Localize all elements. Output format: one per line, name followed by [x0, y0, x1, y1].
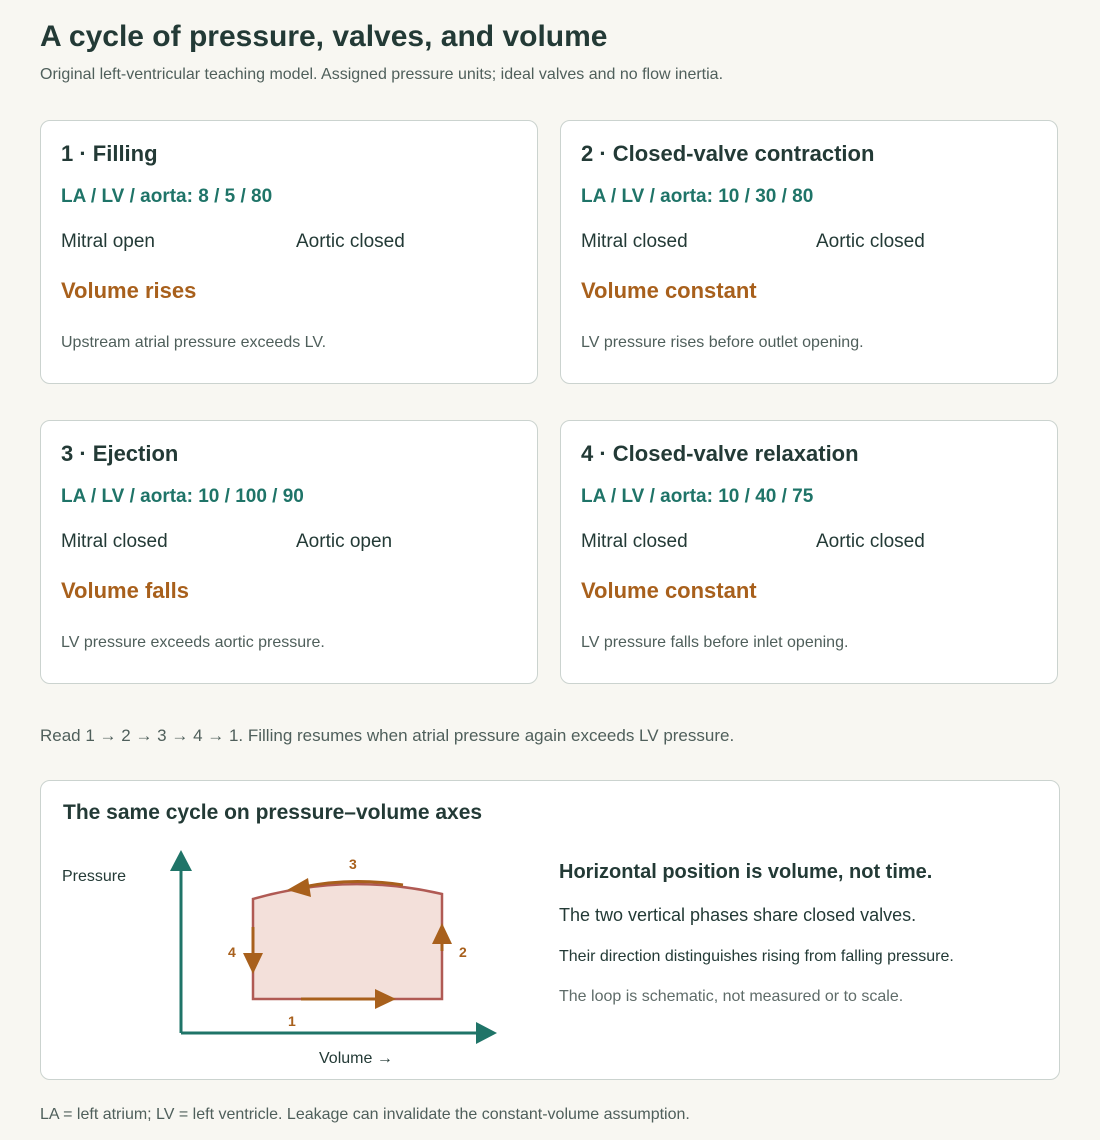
pv-loop-panel	[40, 780, 1060, 1080]
x-axis-arrowhead	[476, 1022, 497, 1044]
aortic-valve-state: Aortic open	[296, 531, 393, 552]
x-axis-label: Volume →	[319, 1050, 393, 1067]
volume-change: Volume rises	[61, 278, 197, 303]
page-subtitle: Original left-ventricular teaching model. Assigned pressure units; ideal valves and no flow inertia.	[40, 66, 724, 83]
pv-explanation-line-1: The two vertical phases share closed valves.	[559, 905, 917, 925]
mitral-valve-state: Mitral closed	[61, 531, 168, 552]
segment-label-1: 1	[288, 1013, 296, 1029]
volume-change: Volume falls	[61, 578, 189, 603]
phase-note: LV pressure falls before inlet opening.	[581, 634, 849, 651]
y-axis-label: Pressure	[62, 868, 127, 885]
phase-title: 3 · Ejection	[61, 441, 179, 466]
segment-label-2: 2	[459, 944, 467, 960]
phase-card-closed-valve-relaxation	[560, 420, 1058, 684]
pv-loop-diagram	[41, 781, 1061, 1081]
pv-explanation-line-3: The loop is schematic, not measured or to scale.	[559, 988, 904, 1005]
aortic-valve-state: Aortic closed	[816, 231, 925, 252]
pv-loop-area	[253, 884, 442, 999]
phase-note: LV pressure exceeds aortic pressure.	[61, 634, 325, 651]
y-axis-arrowhead	[170, 850, 192, 871]
pv-panel-title: The same cycle on pressure–volume axes	[63, 801, 483, 824]
phase-pressures: LA / LV / aorta: 8 / 5 / 80	[61, 186, 273, 207]
phase-card-ejection	[40, 420, 538, 684]
phase-title: 4 · Closed-valve relaxation	[581, 441, 859, 466]
phase-note: Upstream atrial pressure exceeds LV.	[61, 334, 327, 351]
aortic-valve-state: Aortic closed	[296, 231, 405, 252]
volume-change: Volume constant	[581, 278, 757, 303]
mitral-valve-state: Mitral closed	[581, 231, 688, 252]
pv-explanation-heading: Horizontal position is volume, not time.	[559, 861, 933, 883]
phase-card-filling	[40, 120, 538, 384]
page-title: A cycle of pressure, valves, and volume	[40, 20, 608, 53]
phase-pressures: LA / LV / aorta: 10 / 40 / 75	[581, 486, 814, 507]
aortic-valve-state: Aortic closed	[816, 531, 925, 552]
phase-pressures: LA / LV / aorta: 10 / 30 / 80	[581, 186, 814, 207]
pv-explanation-line-2: Their direction distinguishes rising from falling pressure.	[559, 948, 954, 965]
segment-label-4: 4	[228, 944, 236, 960]
phase-card-closed-valve-contraction	[560, 120, 1058, 384]
read-order-text: Read 1 → 2 → 3 → 4 → 1. Filling resumes when atrial pressure again exceeds LV pressure.	[40, 726, 735, 745]
mitral-valve-state: Mitral open	[61, 231, 155, 252]
phase-title: 2 · Closed-valve contraction	[581, 141, 875, 166]
volume-change: Volume constant	[581, 578, 757, 603]
phase-pressures: LA / LV / aorta: 10 / 100 / 90	[61, 486, 304, 507]
phase-title: 1 · Filling	[61, 141, 158, 166]
segment-label-3: 3	[349, 856, 357, 872]
footnote: LA = left atrium; LV = left ventricle. Leakage can invalidate the constant-volume assumption.	[40, 1106, 690, 1123]
mitral-valve-state: Mitral closed	[581, 531, 688, 552]
phase-note: LV pressure rises before outlet opening.	[581, 334, 864, 351]
